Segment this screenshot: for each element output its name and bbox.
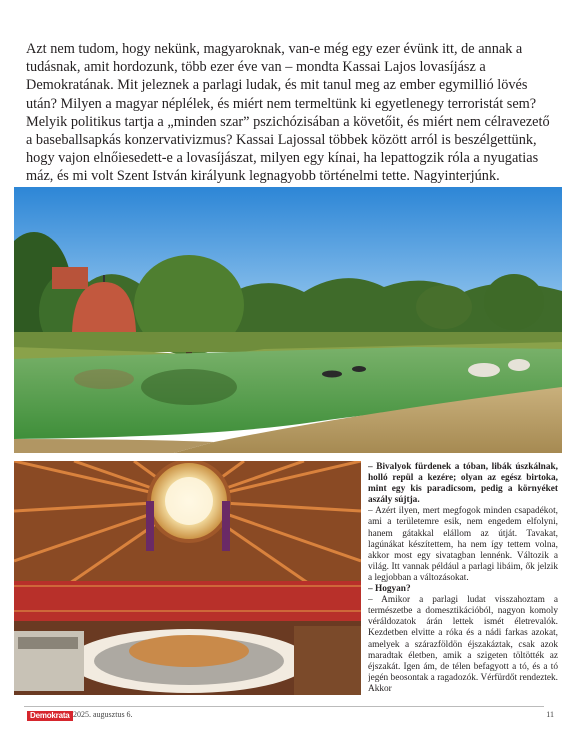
page-number: 11 xyxy=(546,710,554,719)
issue-date: 2025. augusztus 6. xyxy=(73,710,133,719)
estate-lake-photo xyxy=(14,187,562,453)
answer-1: – Azért ilyen, mert megfogok minden csapadékot, ami a területemre esik, nem engedem elfolyni, hanem gátakkal elállom az útját. Tavakat, lagúnákat készítettem, ha nem így tettem volna, akkor most egy sivatagban lennénk. Változik a világ. Itt vannak például a parlagi libáim, ők jelzik a legjobban a változásokat. xyxy=(368,506,558,583)
intro-paragraph: Azt nem tudom, hogy nekünk, magyaroknak, van-e még egy ezer évünk itt, de annak a tudásnak, amit hordozunk, több ezer éve van – mondta Kassai Lajos lovasíjász a Demokratának. Mit jeleznek a parlagi ludak, és mit tanul meg az ember egymillió lövés után? Milyen a magyar néplélek, és miért nem termeltünk ki egyetlenegy terroristát sem? Melyik politikus tartja a „minden szar” pszichózisában a követőit, és miért nem célravezető a baseballsapkás konzervativizmus? Kassai Lajossal többek között arról is beszélgettünk, hogy vajon elnőiesedett-e a lovasíjászat, milyen egy kínai, ha lepattogzik róla a nyugatias máz, és mi volt Szent István királyunk legnagyobb történelmi tette. Nagyinterjúnk. xyxy=(26,41,550,185)
publication-logo: Demokrata xyxy=(27,711,73,721)
yurt-interior-photo xyxy=(14,461,361,695)
page-footer xyxy=(24,706,554,722)
question-1: – Bivalyok fürdenek a tóban, libák úszkálnak, holló repül a kezére; olyan az egész birtoka, mint egy kis paradicsom, pedig a környéket aszály sújtja. xyxy=(368,462,558,506)
answer-2: – Amikor a parlagi ludat visszahoztam a természetbe a domesztikációból, nagyon komoly véráldozatok árán lettek ismét életrevalók. Kezdetben elvitte a róka és a nádi farkas azokat, amelyek a szárazföldön éjszakáztak, csak azok maradtak életben, amik a szigeten töltötték az éjszakát. Igen ám, de télen befagyott a tó, és a tó jegén beosontak a ragadozók. Vérfürdőt rendeztek. Akkor xyxy=(368,595,558,694)
question-2: – Hogyan? xyxy=(368,584,411,595)
interview-column xyxy=(368,462,558,702)
